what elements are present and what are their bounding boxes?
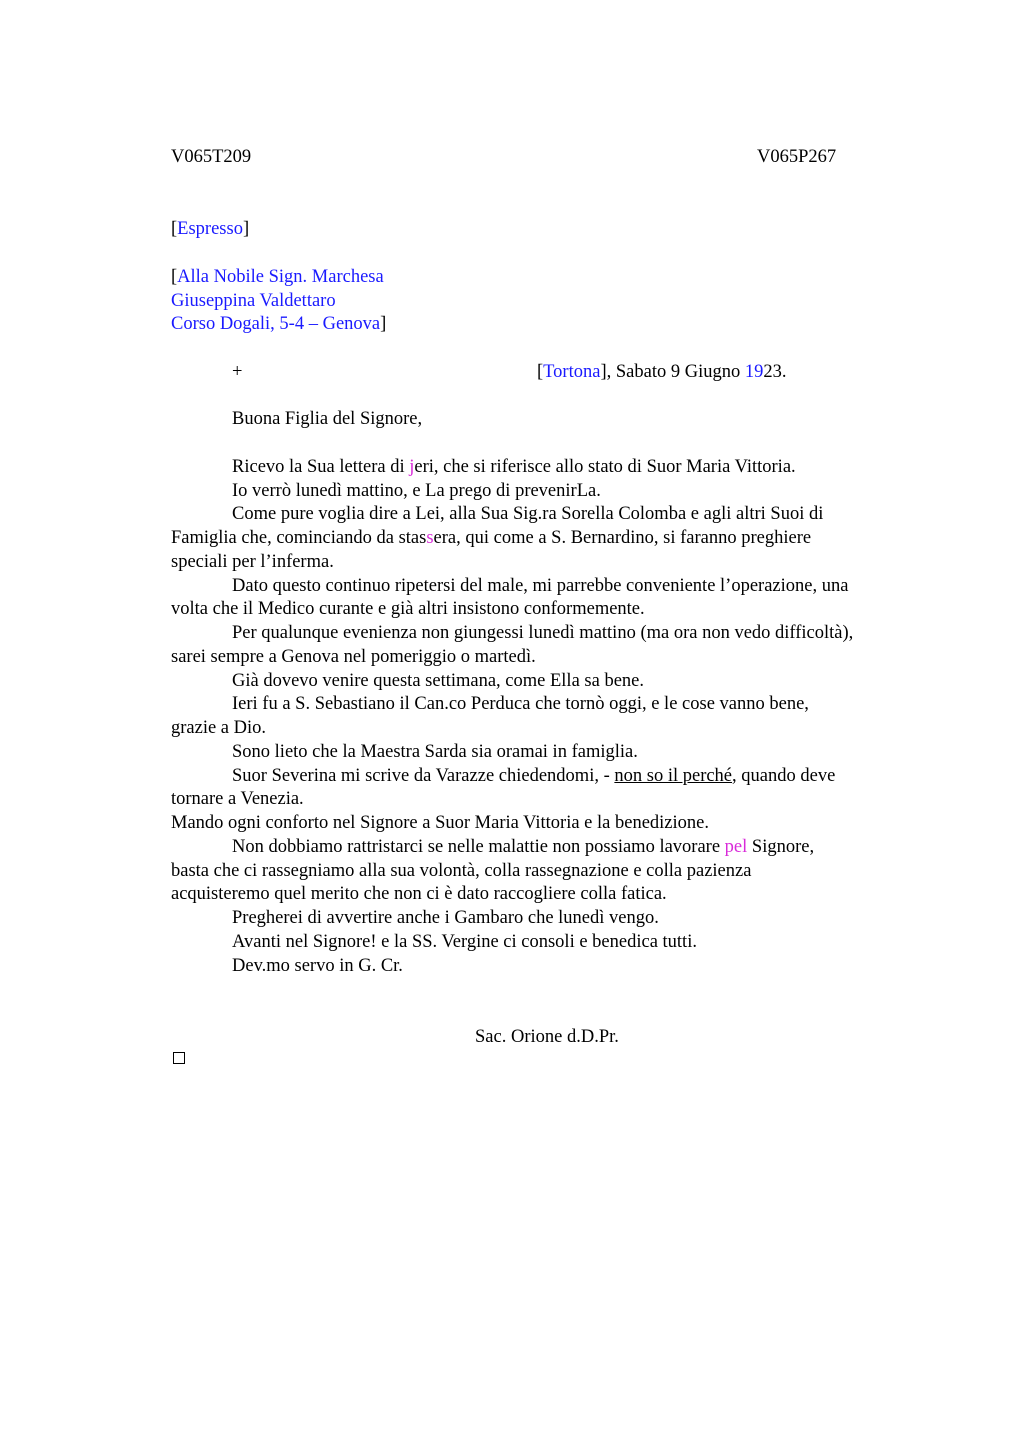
salutation: Buona Figlia del Signore, [232, 409, 423, 429]
body-line: volta che il Medico curante e già altri insistono conformemente. [171, 599, 645, 619]
dateline-place: Tortona [543, 362, 601, 382]
body-line [232, 456, 796, 480]
text-span: eri, che si riferisce allo stato di Suor Maria Vittoria. [414, 457, 796, 477]
body-line: grazie a Dio. [171, 718, 267, 738]
dateline-date: , Sabato 9 Giugno [606, 362, 745, 382]
dateline: [Tortona], Sabato 9 Giugno 1923. [537, 362, 787, 382]
cross-mark: + [232, 362, 243, 382]
body-line: Per qualunque evenienza non giungessi lunedì mattino (ma ora non vedo difficoltà), [232, 623, 854, 643]
body-line: Sono lieto che la Maestra Sarda sia oramai in famiglia. [232, 742, 638, 762]
correction-mark: pel [724, 837, 748, 857]
body-line: speciali per l’inferma. [171, 552, 334, 572]
body-line: Pregherei di avvertire anche i Gambaro che lunedì vengo. [232, 908, 659, 928]
signature: Sac. Orione d.D.Pr. [475, 1027, 619, 1047]
correction-mark: s [426, 528, 434, 548]
document-code-left: V065T209 [171, 147, 252, 167]
document-code-right: V065P267 [757, 147, 837, 167]
body-line: Avanti nel Signore! e la SS. Vergine ci consoli e benedica tutti. [232, 932, 697, 952]
text-span: Suor Severina mi scrive da Varazze chiedendomi, - [232, 766, 615, 786]
body-line: Mando ogni conforto nel Signore a Suor Maria Vittoria e la benedizione. [171, 813, 709, 833]
body-line: Già dovevo venire questa settimana, come Ella sa bene. [232, 671, 644, 691]
body-line: Come pure voglia dire a Lei, alla Sua Sig.ra Sorella Colomba e agli altri Suoi di [232, 504, 824, 524]
body-line [232, 765, 835, 789]
text-span: Famiglia che, cominciando da stas [171, 528, 427, 548]
body-line: Io verrò lunedì mattino, e La prego di prevenirLa. [232, 481, 601, 501]
dateline-year-prefix: 19 [744, 362, 764, 382]
address-text-3: Corso Dogali, 5-4 – Genova [171, 314, 381, 334]
delivery-text: Espresso [177, 219, 243, 239]
body-line: Dato questo continuo ripetersi del male, mi parrebbe conveniente l’operazione, una [232, 576, 849, 596]
text-span: era, qui come a S. Bernardino, si faranno preghiere [433, 528, 812, 548]
dateline-year-suffix: 23. [763, 362, 787, 382]
closing-line: Dev.mo servo in G. Cr. [232, 956, 403, 976]
body-line [171, 527, 811, 551]
body-line: Ieri fu a S. Sebastiano il Can.co Perduca che tornò oggi, e le cose vanno bene, [232, 694, 809, 714]
delivery-note: [Espresso] [171, 219, 250, 239]
body-line: basta che ci rassegniamo alla sua volontà, colla rassegnazione e colla pazienza [171, 861, 752, 881]
address-line-1: [Alla Nobile Sign. Marchesa [171, 267, 384, 287]
text-span: Signore, [747, 837, 815, 857]
checkbox-icon[interactable] [173, 1052, 185, 1064]
body-line: acquisteremo quel merito che non ci è dato raccogliere colla fatica. [171, 884, 667, 904]
address-line-3: Corso Dogali, 5-4 – Genova] [171, 314, 387, 334]
correction-mark: j [409, 457, 415, 477]
body-line: tornare a Venezia. [171, 789, 304, 809]
underlined-text: non so il perché [614, 766, 733, 786]
text-span: Ricevo la Sua lettera di [232, 457, 410, 477]
body-line: sarei sempre a Genova nel pomeriggio o martedì. [171, 647, 536, 667]
address-line-2: Giuseppina Valdettaro [171, 291, 336, 311]
address-text-1: Alla Nobile Sign. Marchesa [177, 267, 384, 287]
body-line [232, 836, 814, 860]
text-span: Non dobbiamo rattristarci se nelle malattie non possiamo lavorare [232, 837, 725, 857]
text-span: , quando deve [732, 766, 836, 786]
